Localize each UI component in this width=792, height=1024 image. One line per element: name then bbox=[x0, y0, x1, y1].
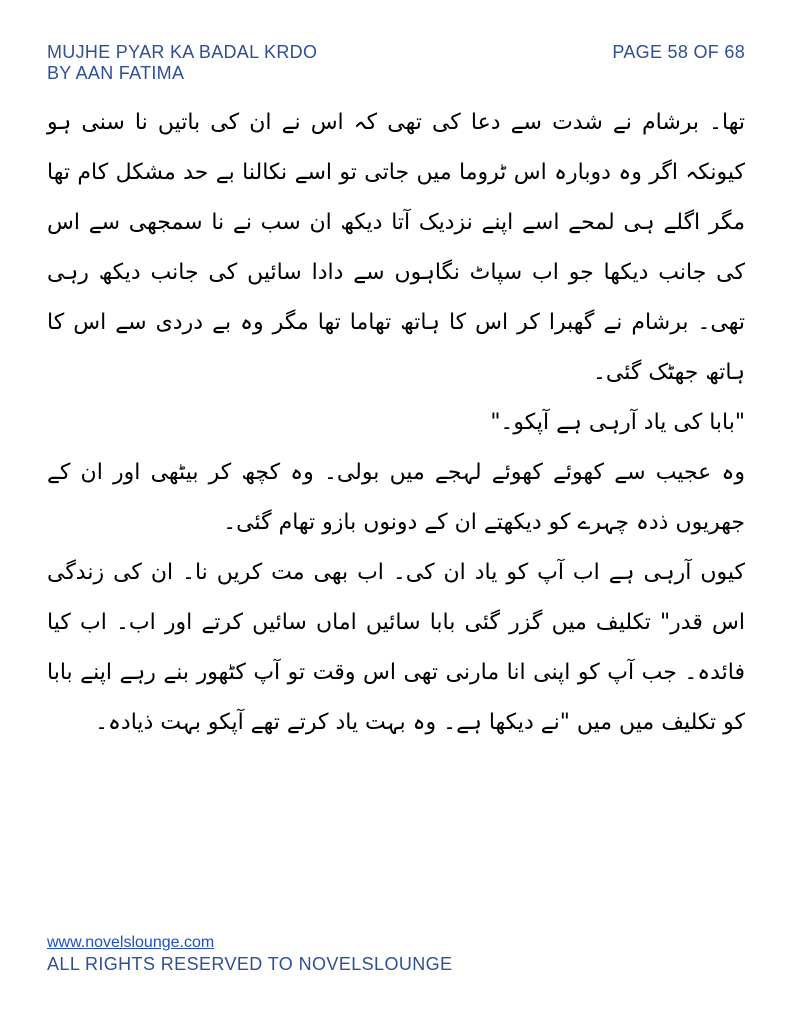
paragraph-4: کیوں آرہی ہے اب آپ کو یاد ان کی۔ اب بھی مت کریں نا۔ ان کی زندگی اس قدر" تکلیف میں گزر گئی بابا سائیں اماں سائیں کرتے اور اب۔ اب کیا فائدہ۔ جب آپ کو اپنی انا مارنی تھی اس وقت تو آپ کٹھور بنے رہے اپنے بابا کو تکلیف میں میں "نے دیکھا ہے۔ وہ بہت یاد کرتے تھے آپکو بہت ذیادہ۔ bbox=[47, 560, 745, 735]
rights-notice: ALL RIGHTS RESERVED TO NOVELSLOUNGE bbox=[47, 954, 453, 974]
page-footer bbox=[47, 933, 452, 975]
novel-title: MUJHE PYAR KA BADAL KRDO bbox=[47, 42, 318, 62]
page-number: PAGE 58 OF 68 bbox=[612, 42, 745, 62]
header-left-block bbox=[47, 42, 317, 84]
website-link[interactable]: www.novelslounge.com bbox=[47, 934, 215, 951]
story-text bbox=[47, 98, 745, 748]
paragraph-3: وہ عجیب سے کھوئے کھوئے لہجے میں بولی۔ وہ کچھ کر بیٹھی اور ان کے جھریوں ذدہ چہرے کو دیکھتے ان کے دونوں بازو تھام گئی۔ bbox=[47, 460, 745, 535]
paragraph-1: تھا۔ برشام نے شدت سے دعا کی تھی کہ اس نے ان کی باتیں نا سنی ہو کیونکہ اگر وہ دوبارہ اس ٹروما میں جاتی تو اسے نکالنا بے حد مشکل کام تھا مگر اگلے ہی لمحے اسے اپنے نزدیک آتا دیکھ ان سب نے نا سمجھی سے اس کی جانب دیکھا جو اب سپاٹ نگاہوں سے دادا سائیں کی جانب دیکھ رہی تھی۔ برشام نے گھبرا کر اس کا ہاتھ تھاما تھا مگر وہ بے دردی سے اس کا ہاتھ جھٹک گئی۔ bbox=[47, 110, 745, 385]
author-name: BY AAN FATIMA bbox=[47, 63, 185, 83]
page-header bbox=[47, 42, 745, 90]
paragraph-2: "بابا کی یاد آرہی ہے آپکو۔" bbox=[490, 410, 745, 435]
